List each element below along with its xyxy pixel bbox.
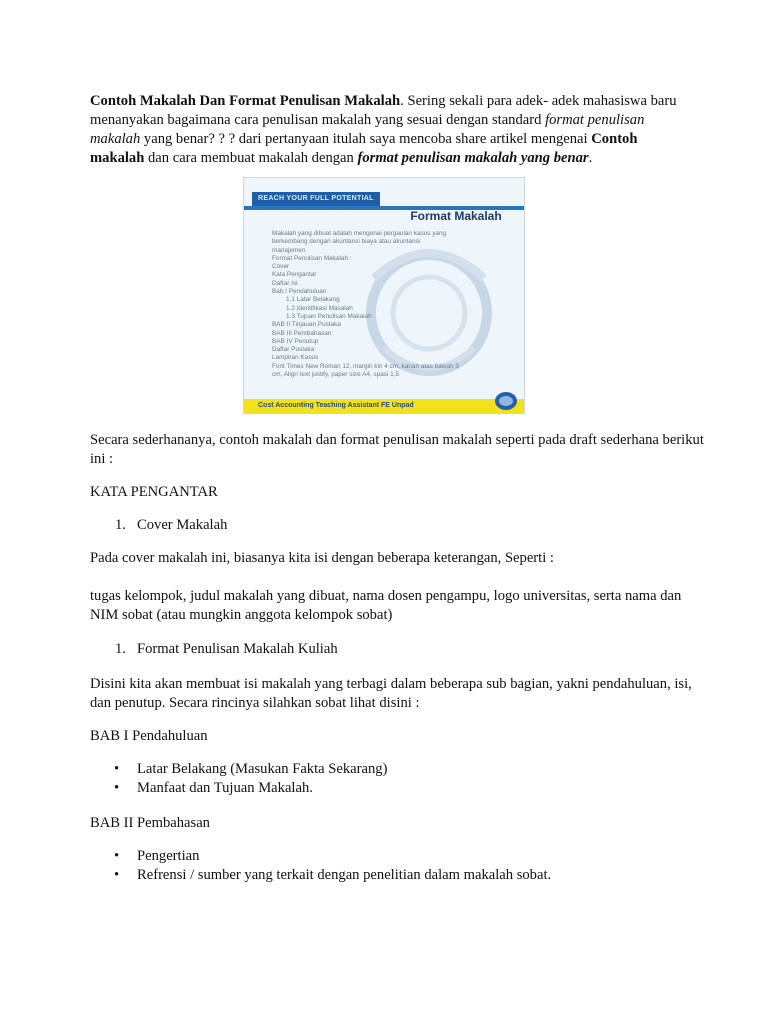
figure-line: BAB IV Penutup (272, 337, 319, 345)
item-number: 1. (115, 517, 126, 533)
figure-line: manajemen (272, 246, 306, 254)
figure-title: Format Makalah (410, 209, 502, 223)
list-item: • Pengertian (114, 847, 551, 866)
figure-line: Bab I Pendahuluan (272, 288, 327, 296)
cover-contents: tugas kelompok, judul makalah yang dibuat, nama dosen pengampu, logo universitas, serta nama dan NIM sobat (atau mungkin anggota kelompok sobat) (90, 588, 682, 623)
intro-paragraph (90, 92, 690, 168)
intro-text-1: . Sering sekali para adek- adek mahasiswa baru menanyakan bagaimana cara penulisan makalah yang sesuai dengan standard (90, 93, 677, 128)
figure-footer: Cost Accounting Teaching Assistant FE Unpad (244, 399, 525, 413)
cata-badge-icon (494, 391, 518, 411)
figure-line: Makalah yang dibuat adalah mengenai pergaulan kasus yang (272, 230, 447, 237)
bab-2-title: BAB II Pembahasan (90, 815, 210, 831)
figure-line: Format Penulisan Makalah : (272, 254, 352, 262)
item-number: 1. (115, 641, 126, 657)
numbered-item-format (115, 640, 338, 659)
figure-line: Daftar Pustaka (272, 346, 315, 354)
format-description: Disini kita akan membuat isi makalah yang terbagi dalam beberapa sub bagian, yakni pendahuluan, isi, dan penutup. Secara rincinya silahkan sobat lihat disini : (90, 676, 692, 711)
item-label: Cover Makalah (137, 517, 228, 533)
numbered-item-cover (115, 516, 227, 535)
list-item: • Latar Belakang (Masukan Fakta Sekarang) (114, 760, 387, 779)
intro-italic-1: format penulisan makalah (90, 112, 645, 147)
intro-bold-title: Contoh Makalah Dan Format Penulisan Makalah (90, 93, 401, 109)
bab-2-list (114, 847, 551, 885)
intro-text-2: yang benar? ? ? dari pertanyaan itulah saya mencoba share artikel mengenai (140, 131, 592, 147)
intro-text-4: . (588, 150, 593, 166)
intro-bold-2: Contoh makalah (90, 131, 638, 166)
item-label: Format Penulisan Makalah Kuliah (137, 641, 338, 657)
figure-text-lines (272, 230, 518, 379)
intro-bold-italic: format penulisan makalah yang benar (357, 150, 589, 166)
bab-1-title: BAB I Pendahuluan (90, 728, 208, 744)
figure-line: Font Times New Roman 12, margin kiri 4 cm, kanan atas bawah 3 (272, 362, 459, 370)
figure-line: Daftar Isi (272, 279, 298, 287)
figure-line: BAB III Pembahasan (272, 329, 332, 337)
figure-line: Lampiran Kasus (272, 354, 319, 362)
figure-line: Kata Pengantar (272, 271, 317, 279)
format-makalah-image (243, 177, 525, 414)
figure-line: 1.1 Latar Belakang (286, 296, 340, 304)
list-item: • Refrensi / sumber yang terkait dengan penelitian dalam makalah sobat. (114, 866, 551, 885)
figure-line: BAB II Tinjauan Pustaka (272, 321, 341, 329)
figure-line: Cover (272, 263, 290, 271)
draft-intro-paragraph: Secara sederhananya, contoh makalah dan format penulisan makalah seperti pada draft sederhana berikut ini : (90, 432, 704, 467)
figure-line: 1.3 Tujuan Penulisan Makalah (286, 312, 372, 320)
figure-line: cm, Align text justify, paper size A4, spasi 1,5 (272, 371, 400, 379)
bab-1-list (114, 760, 387, 798)
figure-banner: REACH YOUR FULL POTENTIAL (252, 192, 380, 206)
figure-line: berkembang dengan akuntansi biaya atau akuntansi (272, 238, 421, 246)
figure-line: 1.2 Identifikasi Masalah (286, 304, 353, 312)
heading-kata-pengantar: KATA PENGANTAR (90, 484, 218, 500)
cover-description: Pada cover makalah ini, biasanya kita isi dengan beberapa keterangan, Seperti : (90, 550, 554, 566)
intro-text-3: dan cara membuat makalah dengan (144, 150, 358, 166)
list-item: • Manfaat dan Tujuan Makalah. (114, 779, 387, 798)
